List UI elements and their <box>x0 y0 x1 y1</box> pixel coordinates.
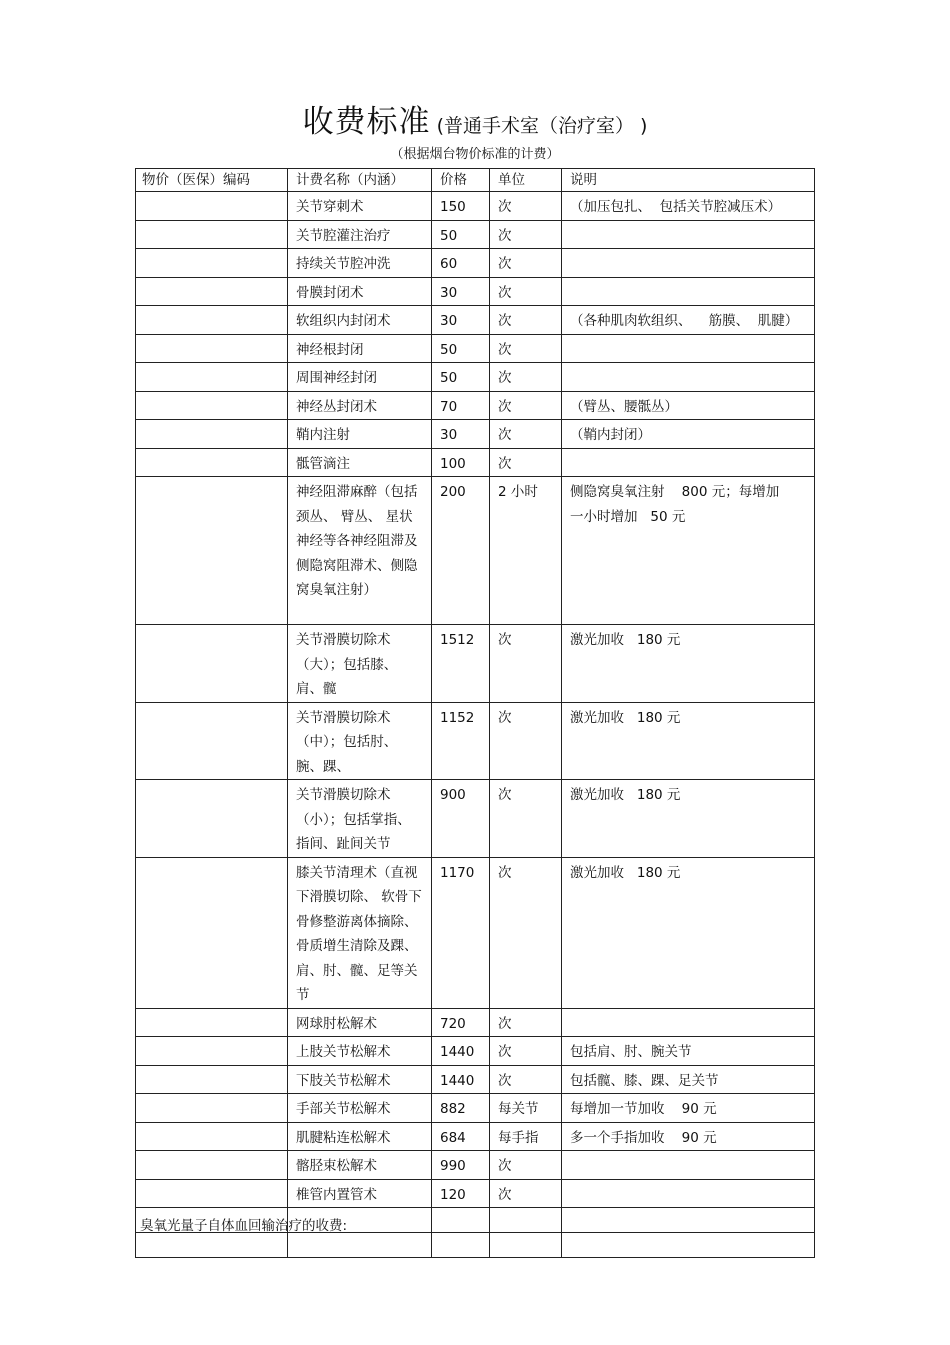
title-subtitle: (普通手术室（治疗室） ) <box>436 115 648 137</box>
cell-name: 肌腱粘连松解术 <box>288 1122 432 1151</box>
cell-price: 990 <box>432 1151 490 1180</box>
table-row <box>136 334 815 363</box>
table-row <box>136 1037 815 1066</box>
cell-price: 720 <box>432 1008 490 1037</box>
cell-name: 持续关节腔冲洗 <box>288 249 432 278</box>
cell-unit: 次 <box>490 363 562 392</box>
cell-code <box>136 249 288 278</box>
pricing-basis-note: （根据烟台物价标准的计费） <box>390 147 560 162</box>
cell-unit: 次 <box>490 334 562 363</box>
cell-name: 关节穿刺术 <box>288 192 432 221</box>
cell-note: 激光加收 180 元 <box>562 780 815 858</box>
cell-name: 下肢关节松解术 <box>288 1065 432 1094</box>
cell-price: 882 <box>432 1094 490 1123</box>
cell-note <box>562 249 815 278</box>
cell-unit: 次 <box>490 420 562 449</box>
table-row <box>136 220 815 249</box>
cell-note <box>562 448 815 477</box>
cell-unit: 次 <box>490 1037 562 1066</box>
cell-note <box>562 1208 815 1233</box>
cell-note: 每增加一节加收 90 元 <box>562 1094 815 1123</box>
cell-note: （加压包扎、 包括关节腔减压术） <box>562 192 815 221</box>
cell-code <box>136 363 288 392</box>
cell-unit: 次 <box>490 1008 562 1037</box>
cell-price: 1170 <box>432 857 490 1008</box>
cell-name: 鞘内注射 <box>288 420 432 449</box>
table-row <box>136 1233 815 1258</box>
table-row <box>136 857 815 1008</box>
cell-price: 50 <box>432 334 490 363</box>
table-row <box>136 1065 815 1094</box>
cell-price: 30 <box>432 306 490 335</box>
cell-price <box>432 1208 490 1233</box>
cell-code <box>136 1094 288 1123</box>
cell-price <box>432 1233 490 1258</box>
cell-code <box>136 1179 288 1208</box>
cell-price: 30 <box>432 277 490 306</box>
cell-price: 60 <box>432 249 490 278</box>
cell-unit: 次 <box>490 306 562 335</box>
cell-note: 包括髋、膝、踝、足关节 <box>562 1065 815 1094</box>
cell-code <box>136 192 288 221</box>
cell-name <box>288 1233 432 1258</box>
table-row <box>136 1094 815 1123</box>
cell-price: 1440 <box>432 1065 490 1094</box>
cell-name: 骨膜封闭术 <box>288 277 432 306</box>
cell-name: 髂胫束松解术 <box>288 1151 432 1180</box>
table-row <box>136 277 815 306</box>
cell-note: 激光加收 180 元 <box>562 702 815 780</box>
cell-note: 侧隐窝臭氧注射 800 元；每增加 一小时增加 50 元 <box>562 477 815 625</box>
cell-note: （鞘内封闭） <box>562 420 815 449</box>
cell-note <box>562 334 815 363</box>
cell-code <box>136 334 288 363</box>
cell-price: 120 <box>432 1179 490 1208</box>
cell-unit: 次 <box>490 391 562 420</box>
table-header-row <box>136 169 815 192</box>
fee-table-body <box>136 169 815 1258</box>
cell-price: 1152 <box>432 702 490 780</box>
table-row <box>136 1008 815 1037</box>
cell-note: 激光加收 180 元 <box>562 857 815 1008</box>
cell-unit: 每手指 <box>490 1122 562 1151</box>
table-row <box>136 780 815 858</box>
cell-price: 30 <box>432 420 490 449</box>
cell-price: 70 <box>432 391 490 420</box>
cell-code <box>136 1037 288 1066</box>
cell-unit: 次 <box>490 1065 562 1094</box>
cell-unit: 次 <box>490 448 562 477</box>
cell-unit: 次 <box>490 702 562 780</box>
cell-code <box>136 391 288 420</box>
table-row <box>136 702 815 780</box>
cell-price: 50 <box>432 363 490 392</box>
cell-code <box>136 1122 288 1151</box>
cell-code <box>136 306 288 335</box>
cell-unit: 次 <box>490 1151 562 1180</box>
table-row <box>136 1122 815 1151</box>
header-price: 价格 <box>432 169 490 192</box>
cell-price: 150 <box>432 192 490 221</box>
table-row <box>136 391 815 420</box>
cell-name: 神经根封闭 <box>288 334 432 363</box>
cell-name: 网球肘松解术 <box>288 1008 432 1037</box>
cell-name: 椎管内置管术 <box>288 1179 432 1208</box>
cell-code <box>136 1008 288 1037</box>
cell-note <box>562 1008 815 1037</box>
cell-code <box>136 857 288 1008</box>
cell-unit: 次 <box>490 220 562 249</box>
cell-code <box>136 1065 288 1094</box>
cell-name: 关节腔灌注治疗 <box>288 220 432 249</box>
cell-note <box>562 277 815 306</box>
header-note: 说明 <box>562 169 815 192</box>
cell-code <box>136 702 288 780</box>
cell-name: 周围神经封闭 <box>288 363 432 392</box>
table-row <box>136 192 815 221</box>
table-row <box>136 363 815 392</box>
cell-note <box>562 220 815 249</box>
cell-unit: 次 <box>490 857 562 1008</box>
header-code: 物价（医保）编码 <box>136 169 288 192</box>
cell-price: 1440 <box>432 1037 490 1066</box>
cell-note: （臂丛、腰骶丛） <box>562 391 815 420</box>
cell-price: 900 <box>432 780 490 858</box>
cell-note <box>562 1179 815 1208</box>
cell-name: 神经丛封闭术 <box>288 391 432 420</box>
cell-price: 1512 <box>432 625 490 703</box>
cell-unit: 次 <box>490 1179 562 1208</box>
cell-note <box>562 363 815 392</box>
table-row <box>136 420 815 449</box>
cell-code <box>136 780 288 858</box>
cell-code <box>136 625 288 703</box>
cell-name: 手部关节松解术 <box>288 1094 432 1123</box>
table-row <box>136 306 815 335</box>
cell-code <box>136 420 288 449</box>
cell-unit: 次 <box>490 780 562 858</box>
title-main: 收费标准 <box>302 104 431 140</box>
cell-unit: 次 <box>490 192 562 221</box>
cell-note: 包括肩、肘、腕关节 <box>562 1037 815 1066</box>
cell-unit <box>490 1208 562 1233</box>
table-row <box>136 1179 815 1208</box>
cell-code <box>136 1233 288 1258</box>
cell-note: 多一个手指加收 90 元 <box>562 1122 815 1151</box>
cell-price: 200 <box>432 477 490 625</box>
cell-code <box>136 277 288 306</box>
cell-unit: 2 小时 <box>490 477 562 625</box>
cell-name: 关节滑膜切除术（大）；包括膝、肩、髋 <box>288 625 432 703</box>
cell-name: 神经阻滞麻醉（包括颈丛、 臂丛、 星状神经等各神经阻滞及侧隐窝阻滞术、侧隐窝臭氧注射） <box>288 477 432 625</box>
table-row <box>136 249 815 278</box>
table-row <box>136 625 815 703</box>
cell-unit: 次 <box>490 277 562 306</box>
cell-name: 骶管滴注 <box>288 448 432 477</box>
header-name: 计费名称（内涵） <box>288 169 432 192</box>
cell-note <box>562 1151 815 1180</box>
cell-name: 膝关节清理术（直视下滑膜切除、 软骨下骨修整游离体摘除、骨质增生清除及踝、 肩、肘、髋、足等关节 <box>288 857 432 1008</box>
cell-code <box>136 448 288 477</box>
ozone-therapy-fee-heading: 臭氧光量子自体血回输治疗的收费: <box>140 1218 348 1234</box>
cell-name: 关节滑膜切除术（小）；包括掌指、指间、趾间关节 <box>288 780 432 858</box>
cell-unit: 次 <box>490 249 562 278</box>
page-title <box>0 96 950 141</box>
cell-unit: 每关节 <box>490 1094 562 1123</box>
cell-code <box>136 1151 288 1180</box>
cell-unit <box>490 1233 562 1258</box>
cell-price: 50 <box>432 220 490 249</box>
table-row <box>136 1151 815 1180</box>
table-row <box>136 448 815 477</box>
cell-name: 软组织内封闭术 <box>288 306 432 335</box>
cell-note: （各种肌肉软组织、 筋膜、 肌腱） <box>562 306 815 335</box>
table-row <box>136 477 815 625</box>
cell-name: 关节滑膜切除术（中）；包括肘、腕、踝、 <box>288 702 432 780</box>
cell-unit: 次 <box>490 625 562 703</box>
cell-price: 100 <box>432 448 490 477</box>
cell-code <box>136 477 288 625</box>
fee-table <box>135 168 815 1258</box>
cell-note: 激光加收 180 元 <box>562 625 815 703</box>
cell-code <box>136 220 288 249</box>
header-unit: 单位 <box>490 169 562 192</box>
cell-name: 上肢关节松解术 <box>288 1037 432 1066</box>
cell-note <box>562 1233 815 1258</box>
cell-price: 684 <box>432 1122 490 1151</box>
